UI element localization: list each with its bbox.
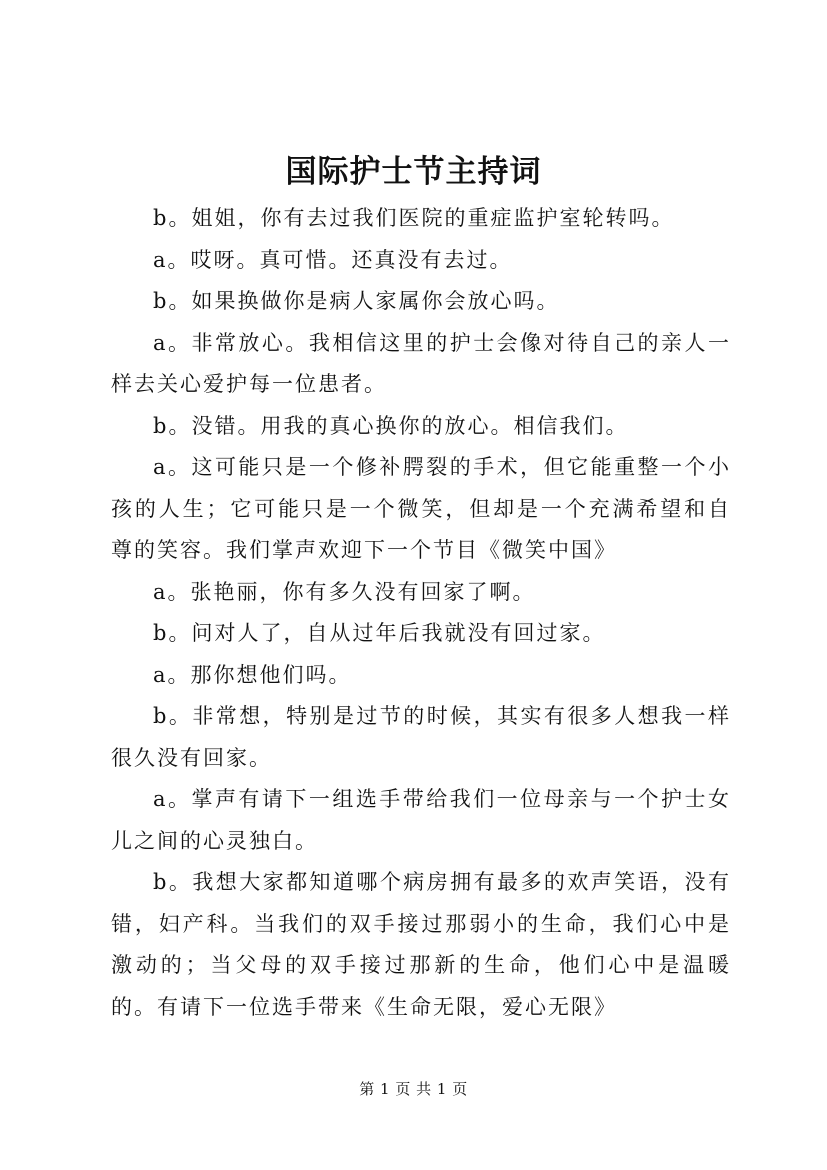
paragraph: a。张艳丽，你有多久没有回家了啊。 [153, 579, 536, 604]
paragraph: b。我想大家都知道哪个病房拥有最多的欢声笑语，没有错，妇产科。当我们的双手接过那弱小的生命，我们心中是激动的；当父母的双手接过那新的生命，他们心中是温暖的。有请下一位选手带来《生命无限，爱心无限》 [111, 870, 731, 1019]
paragraph: b。如果换做你是病人家属你会放心吗。 [153, 289, 560, 313]
paragraph: a。那你想他们吗。 [153, 662, 352, 687]
paragraph: a。这可能只是一个修补腭裂的手术，但它能重整一个小孩的人生；它可能只是一个微笑，但却是一个充满希望和自尊的笑容。我们掌声欢迎下一个节目《微笑中国》 [111, 455, 731, 562]
paragraph: b。问对人了，自从过年后我就没有回过家。 [153, 621, 606, 645]
paragraph: b。姐姐，你有去过我们医院的重症监护室轮转吗。 [153, 206, 675, 230]
paragraph: a。非常放心。我相信这里的护士会像对待自己的亲人一样去关心爱护每一位患者。 [111, 330, 731, 396]
paragraph: a。掌声有请下一组选手带给我们一位母亲与一个护士女儿之间的心灵独白。 [111, 787, 731, 853]
document-body [111, 198, 731, 1028]
paragraph: b。没错。用我的真心换你的放心。相信我们。 [153, 413, 629, 438]
page-footer: 第 1 页 共 1 页 [359, 1080, 468, 1098]
document-title: 国际护士节主持词 [285, 154, 542, 190]
paragraph: b。非常想，特别是过节的时候，其实有很多人想我一样很久没有回家。 [111, 704, 731, 770]
paragraph: a。哎呀。真可惜。还真没有去过。 [153, 247, 513, 272]
